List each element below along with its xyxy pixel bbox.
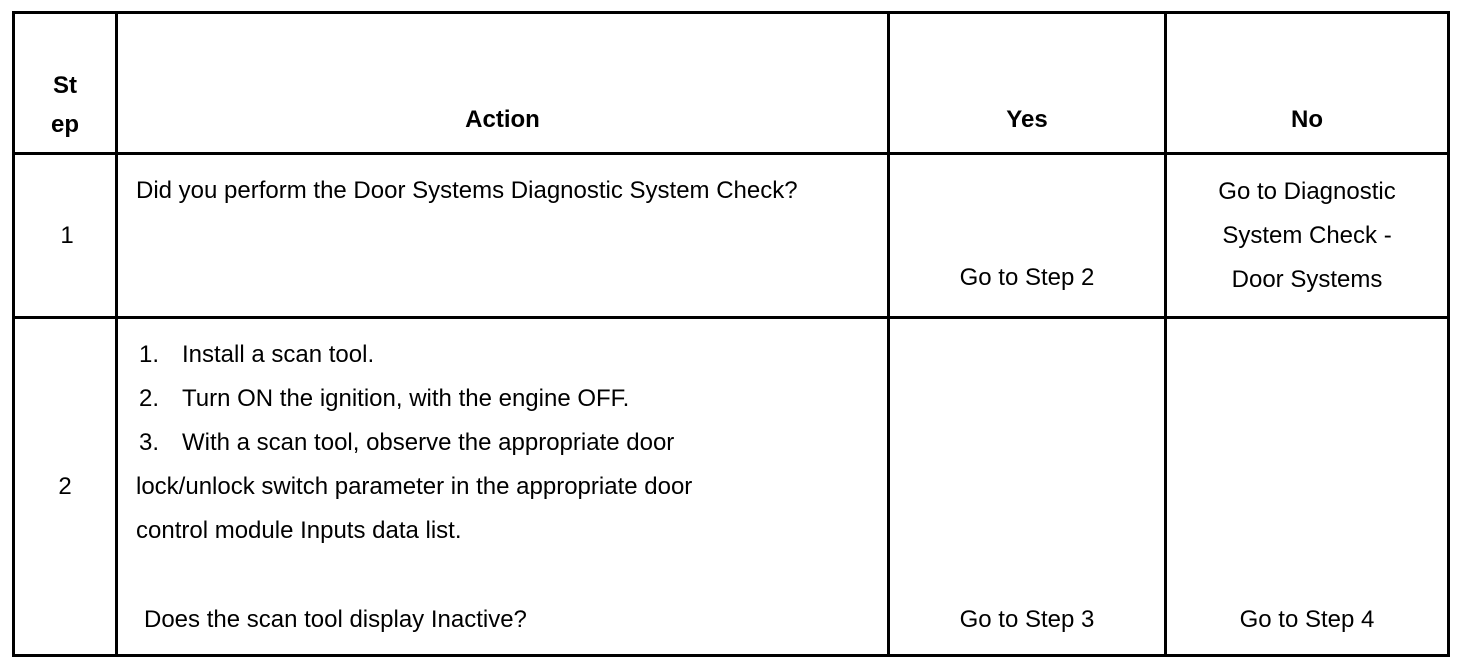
header-step-line1: St	[52, 72, 77, 99]
list-item-number: 3.	[139, 429, 160, 456]
row2-no: Go to Step 4	[1239, 606, 1375, 633]
row1-no	[1167, 170, 1447, 302]
continuation-line: lock/unlock switch parameter in the appropriate door	[136, 473, 693, 500]
diagnostic-table	[12, 11, 1450, 657]
header-no: No	[1167, 14, 1447, 155]
list-item-text: With a scan tool, observe the appropriate door	[182, 429, 675, 456]
list-item-text: Turn ON the ignition, with the engine OFF.	[182, 385, 630, 412]
list-item-number: 2.	[139, 385, 160, 412]
row2-action	[118, 319, 890, 654]
header-step-line2: ep	[50, 111, 79, 138]
row2-no-cell	[1167, 319, 1447, 654]
header-step	[15, 14, 118, 155]
row1-step: 1	[15, 155, 118, 319]
row1-yes-cell	[890, 155, 1167, 319]
row1-action: Did you perform the Door Systems Diagnostic System Check?	[118, 155, 890, 319]
list-item	[136, 377, 867, 421]
row1-yes: Go to Step 2	[959, 264, 1095, 291]
list-item-number: 1.	[139, 341, 160, 368]
row2-yes-cell	[890, 319, 1167, 654]
row2-yes: Go to Step 3	[959, 606, 1095, 633]
row1-no-line2: System Check -	[1222, 222, 1392, 249]
list-item	[136, 421, 867, 465]
continuation-line: control module Inputs data list.	[136, 517, 462, 544]
header-action: Action	[118, 14, 890, 155]
row2-step: 2	[15, 319, 118, 654]
row2-question: Does the scan tool display Inactive?	[144, 606, 527, 633]
row1-no-cell	[1167, 155, 1447, 319]
header-yes: Yes	[890, 14, 1167, 155]
row1-no-line3: Door Systems	[1231, 266, 1383, 293]
list-item-text: Install a scan tool.	[182, 341, 375, 368]
row1-no-line1: Go to Diagnostic	[1218, 178, 1396, 205]
list-item	[136, 333, 867, 377]
